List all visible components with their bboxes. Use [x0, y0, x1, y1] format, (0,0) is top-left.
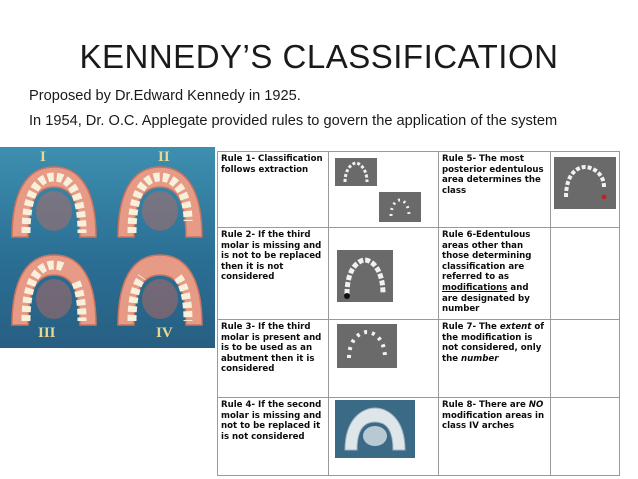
arch-class-ii [112, 163, 208, 241]
arch-photo [379, 192, 421, 222]
kennedy-arches-illustration [0, 147, 215, 348]
rule-5-image [551, 152, 620, 228]
arch-label-4: IV [156, 325, 173, 341]
arch-photo [335, 158, 377, 186]
arch-label-1: I [40, 149, 46, 165]
table-row [218, 228, 620, 320]
rule-7-text: Rule 7- The extent of the modification is not considered, only the number [439, 320, 551, 398]
rule-6-empty [551, 228, 620, 320]
table-row [218, 152, 620, 228]
arch-photo [337, 250, 393, 302]
arch-label-2: II [158, 149, 170, 165]
arch-class-iv [112, 251, 208, 329]
intro-line-1: Proposed by Dr.Edward Kennedy in 1925. [29, 88, 301, 104]
intro-line-2: In 1954, Dr. O.C. Applegate provided rules to govern the application of the system [29, 113, 558, 129]
arch-class-iii [6, 251, 102, 329]
slide-title: KENNEDY’S CLASSIFICATION [79, 38, 559, 75]
rule-1-text: Rule 1- Classification follows extraction [218, 152, 329, 228]
applegate-rules-table [217, 151, 620, 476]
cast-photo [335, 400, 415, 458]
rule-2-text: Rule 2- If the third molar is missing and is not to be replaced then it is not considered [218, 228, 329, 320]
arch-class-i [6, 163, 102, 241]
rule-8-empty [551, 398, 620, 476]
rule-6-text: Rule 6-Edentulous areas other than those determining classification are referred to as modifications and are designated by number [439, 228, 551, 320]
rule-7-empty [551, 320, 620, 398]
arch-label-3: III [38, 325, 56, 341]
rule-8-text: Rule 8- There are NO modification areas in class IV arches [439, 398, 551, 476]
rule-4-text: Rule 4- If the second molar is missing and not to be replaced it is not considered [218, 398, 329, 476]
rule-3-text: Rule 3- If the third molar is present and is to be used as an abutment then it is considered [218, 320, 329, 398]
rule-1-image [329, 152, 439, 228]
arch-photo [554, 157, 616, 209]
arch-photo [337, 324, 397, 368]
rule-2-image [329, 228, 439, 320]
table-row [218, 320, 620, 398]
table-row [218, 398, 620, 476]
rule-4-image [329, 398, 439, 476]
rule-5-text: Rule 5- The most posterior edentulous area determines the class [439, 152, 551, 228]
rule-3-image [329, 320, 439, 398]
